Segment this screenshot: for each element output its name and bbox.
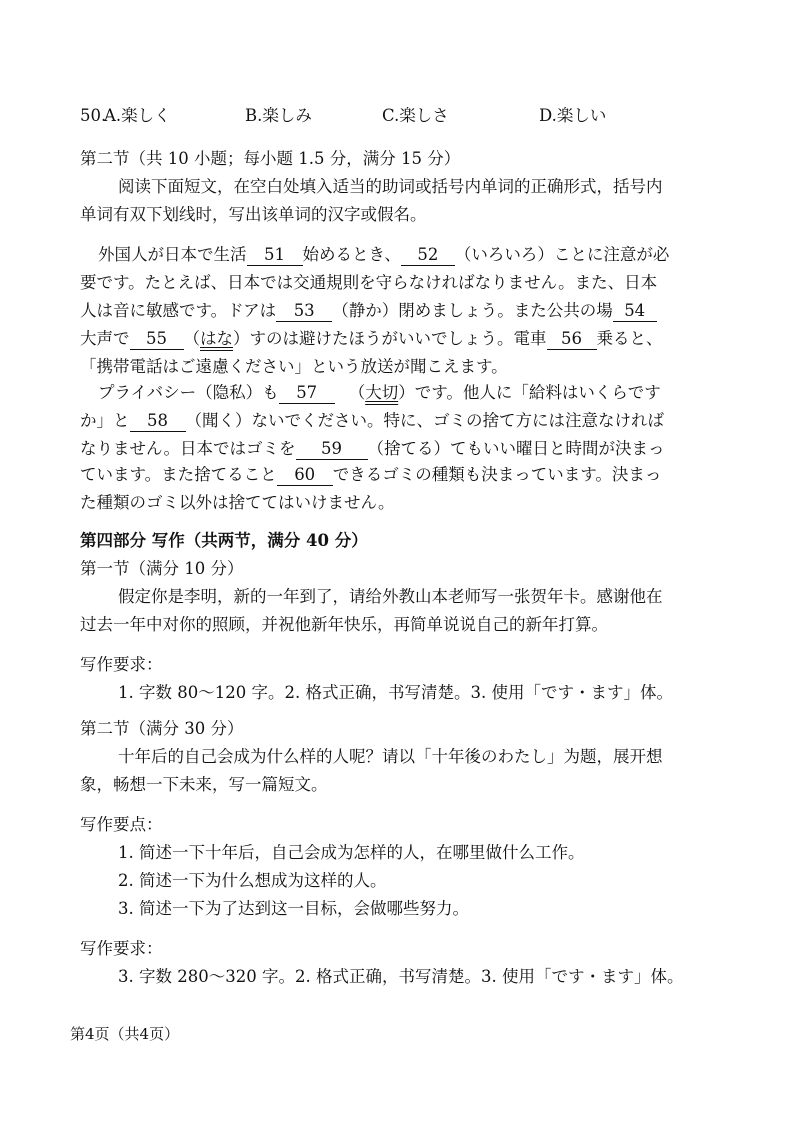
section-1-requirements: 1. 字数 80～120 字。2. 格式正确，书写清楚。3. 使用「です・ます」体。 [118,683,673,702]
blank-59[interactable]: 59 [296,439,368,460]
option-c: C.楽しさ [382,106,449,125]
section-2-heading: 第二节（共 10 小题；每小题 1.5 分，满分 15 分） [80,149,461,168]
section-2-prompt: 十年后的自己会成为什么样的人呢？请以「十年後のわたし」为题，展开想 [118,747,663,766]
blank-52[interactable]: 52 [401,245,455,266]
option-a: A.楽しく [104,106,171,125]
part-4-heading: 第四部分 写作（共两节，满分 40 分） [80,531,368,550]
passage-line-6: プライバシー（隐私）も 57 （大切）です。他人に「給料はいくらです [98,383,661,402]
double-underlined-word-57: 大切 [365,383,399,402]
question-50 [80,104,106,128]
passage-line-7: か」と 58 （聞く）ないでください。特に、ゴミの捨て方には注意なければ [80,411,664,430]
section-2-prompt-cont: 象，畅想一下未来，写一篇短文。 [80,775,328,794]
question-number: 50. [80,106,107,125]
option-b: B.楽しみ [245,106,312,125]
passage-line-5: 「携帯電話はご遠慮ください」という放送が聞こえます。 [80,357,508,376]
blank-51[interactable]: 51 [247,245,303,266]
blank-55[interactable]: 55 [130,329,184,350]
blank-56[interactable]: 56 [547,329,597,350]
section-2-points-label: 写作要点： [80,815,163,834]
part-4-section-2-heading: 第二节（满分 30 分） [80,719,244,738]
writing-point: 2. 简述一下为什么想成为这样的人。 [118,871,387,890]
writing-point: 3. 简述一下为了达到这一目标，会做哪些努力。 [118,899,469,918]
section-1-prompt: 假定你是李明，新的一年到了，请给外教山本老师写一张贺年卡。感谢他在 [118,587,663,606]
writing-point: 1. 简述一下十年后，自己会成为怎样的人，在哪里做什么工作。 [118,843,585,862]
blank-58[interactable]: 58 [130,411,186,432]
blank-60[interactable]: 60 [277,465,333,486]
page-number: 第4页（共4页） [70,1025,180,1043]
passage-line-3: 人は音に敏感です。ドアは 53 （静か）閉めましょう。また公共の場 54 [80,299,657,323]
part-4-section-1-heading: 第一节（满分 10 分） [80,559,244,578]
blank-53[interactable]: 53 [276,301,332,322]
blank-54[interactable]: 54 [613,301,657,322]
option-d: D.楽しい [539,106,607,125]
section-1-prompt-cont: 过去一年中对你的照顾，并祝他新年快乐，再简单说说自己的新年打算。 [80,615,608,634]
section-2-requirements-label: 写作要求： [80,939,163,958]
passage-line-10: た種類のゴミ以外は捨ててはいけません。 [80,493,395,512]
double-underlined-word-55: はな [200,329,233,348]
passage-line-2: 要です。たとえば、日本では交通規則を守らなければなりません。また、日本 [80,273,658,292]
section-2-instruction-cont: 单词有双下划线时，写出该单词的汉字或假名。 [80,205,427,224]
passage-line-8: なりません。日本ではゴミを 59 （捨てる）てもいい曜日と時間が決まっ [80,439,665,458]
blank-57[interactable]: 57 [279,383,335,404]
passage-line-4: 大声で 55 （はな）すのは避けたほうがいいでしょう。電車 56 乗ると、 [80,329,663,348]
passage-line-1: 外国人が日本で生活 51 始めるとき、 52 （いろいろ）ことに注意が必 [98,245,670,264]
section-2-instruction: 阅读下面短文，在空白处填入适当的助词或括号内单词的正确形式，括号内 [118,177,663,196]
section-1-requirements-label: 写作要求： [80,655,163,674]
section-2-requirements: 3. 字数 280～320 字。2. 格式正确，书写清楚。3. 使用「です・ます」体。 [118,967,684,986]
passage-line-9: ています。また捨てること 60 できるゴミの種類も決まっています。決まっ [80,465,662,484]
